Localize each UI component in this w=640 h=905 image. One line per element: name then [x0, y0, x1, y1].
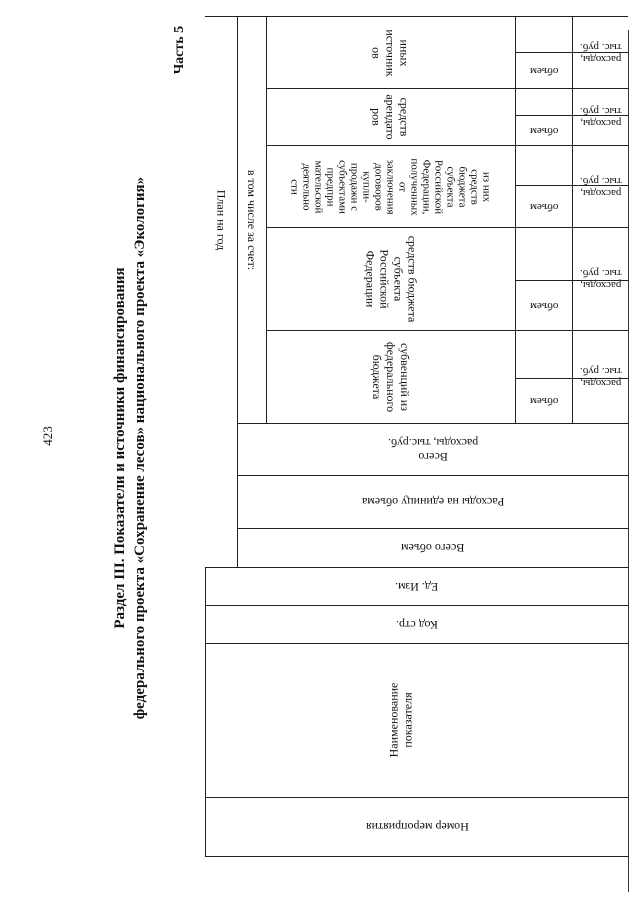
col-cost-per-unit: Расходы на единицу объема	[361, 495, 505, 509]
source-tenants: средств арендато ров	[370, 94, 412, 140]
page-number: 423	[40, 426, 55, 446]
sub-volume-5: объем	[529, 64, 559, 77]
col-total-volume: Всего объем	[401, 541, 465, 555]
sub-expenses-3: расходы, тыс. руб.	[579, 174, 622, 199]
section-title-line-1: Раздел III. Показатели и источники финансирования	[112, 267, 128, 629]
col-indicator-name: Наименование показателя	[385, 682, 414, 758]
col-line-code: Код стр.	[396, 617, 438, 632]
sub-volume-2: объем	[529, 299, 559, 312]
source-federal-subventions: субвенций из федерального бюджета	[370, 341, 412, 413]
col-activity-number: Номер мероприятия	[365, 820, 469, 834]
plan-for-year-header: План на год	[214, 189, 229, 251]
source-other: иных источник ов	[369, 28, 412, 77]
source-regional-budget-sales: из них средств бюджета субъекта Российской Федерации, полученных от заключения договоров купли- продажи с субъектами предпри мательской деятельно сти	[289, 157, 493, 216]
sub-expenses-1: расходы, тыс. руб.	[579, 365, 622, 389]
source-regional-budget: средств бюджета субъекта Российской Федерации	[362, 235, 419, 323]
section-title	[110, 148, 150, 748]
col-unit: Ед. Изм.	[395, 579, 439, 594]
part-label: Часть 5	[172, 25, 187, 75]
sub-expenses-4: расходы, тыс. руб.	[579, 105, 622, 129]
sub-volume-4: объем	[529, 124, 559, 137]
section-title-line-2: федерального проекта «Сохранение лесов» национального проекта «Экология»	[132, 176, 148, 720]
page-right-edge	[628, 30, 629, 892]
sub-volume-1: объем	[529, 395, 559, 407]
sub-volume-3: объем	[529, 200, 559, 213]
sub-expenses-2: расходы, тыс. руб.	[579, 267, 622, 291]
sub-expenses-5: расходы, тыс. руб.	[579, 40, 622, 65]
including-from-header: в том числе за счет:	[245, 169, 259, 271]
col-total-expenses: Всего расходы, тыс.руб.	[387, 435, 479, 464]
